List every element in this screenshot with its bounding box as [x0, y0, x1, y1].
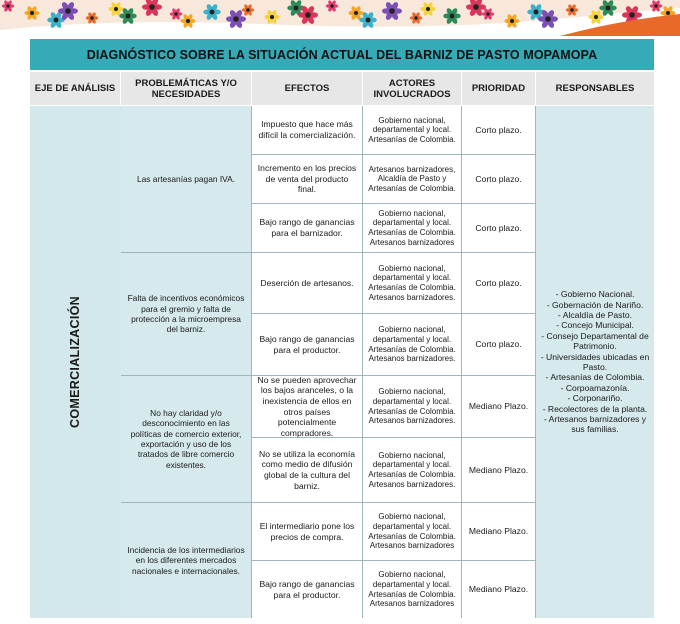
header-efectos: EFECTOS: [252, 72, 363, 105]
problem-text: Las artesanías pagan IVA.: [136, 173, 236, 184]
priority-cell: Corto plazo.: [462, 253, 536, 314]
responsable-item: - Consejo Departamental de Patrimonio.: [541, 330, 649, 352]
priority-cell: Mediano Plazo.: [462, 503, 536, 561]
actors-cell: Gobierno nacional, departamental y local. Artesanías de Colombia. Artesanos barnizadores.: [363, 314, 462, 376]
actors-cell: Gobierno nacional, departamental y local. Artesanías de Colombia.: [363, 106, 462, 155]
responsable-item: - Universidades ubicadas en Pasto.: [540, 351, 650, 372]
problem-cell: [121, 376, 252, 503]
actors-cell: Gobierno nacional, departamental y local. Artesanías de Colombia. Artesanos barnizadores.: [363, 253, 462, 314]
floral-banner: [0, 0, 680, 36]
header-eje: EJE DE ANÁLISIS: [30, 72, 121, 105]
priority-cell: Mediano Plazo.: [462, 561, 536, 618]
header-actores: ACTORES INVOLUCRADOS: [363, 72, 462, 105]
effect-cell: No se utiliza la economía como medio de difusión global de la cultura del barniz.: [252, 438, 363, 503]
problem-text: No hay claridad y/o desconocimiento en las políticas de comercio exterior, exportación y uso de los tratados de libre comercio existentes.: [130, 408, 242, 470]
problem-text: Falta de incentivos económicos para el gremio y falta de protección a la microempresa del barniz.: [127, 293, 245, 335]
header-problematicas: PROBLEMÁTICAS Y/O NECESIDADES: [121, 72, 252, 105]
responsables-cell: [536, 106, 654, 618]
responsable-item: - Alcaldía de Pasto.: [557, 309, 633, 320]
header-row: [30, 72, 654, 105]
table-title: DIAGNÓSTICO SOBRE LA SITUACIÓN ACTUAL DEL BARNIZ DE PASTO MOPAMOPA: [30, 39, 654, 70]
floral-pattern-icon: [0, 0, 680, 36]
effect-cell: Deserción de artesanos.: [252, 253, 363, 314]
actors-cell: Gobierno nacional, departamental y local. Artesanías de Colombia. Artesanos barnizadores.: [363, 438, 462, 503]
priority-cell: Corto plazo.: [462, 314, 536, 376]
diagnostic-table: [30, 39, 654, 618]
effect-cell: Incremento en los precios de venta del producto final.: [252, 155, 363, 204]
responsable-item: - Gobierno Nacional.: [555, 289, 635, 300]
effect-cell: No se pueden aprovechar los bajos aranceles, o la inexistencia de ellos en otros países potencialmente compradores.: [252, 376, 363, 438]
responsable-item: - Corponariño.: [567, 393, 623, 404]
actors-cell: Gobierno nacional, departamental y local. Artesanías de Colombia. Artesanos barnizadores: [363, 561, 462, 618]
eje-cell: [30, 106, 121, 618]
header-prioridad: PRIORIDAD: [462, 72, 536, 105]
table-body: [30, 106, 654, 618]
responsable-item: - Corpoamazonía.: [560, 382, 630, 393]
effect-cell: Bajo rango de ganancias para el barnizador.: [252, 204, 363, 253]
priority-cell: Mediano Plazo.: [462, 438, 536, 503]
priority-cell: Mediano Plazo.: [462, 376, 536, 438]
priority-cell: Corto plazo.: [462, 204, 536, 253]
effect-cell: Bajo rango de ganancias para el productor.: [252, 561, 363, 618]
actors-cell: Gobierno nacional, departamental y local. Artesanías de Colombia. Artesanos barnizadores: [363, 503, 462, 561]
problem-text: Incidencia de los intermediarios en los diferentes mercados nacionales e internacionales.: [127, 545, 245, 576]
header-responsables: RESPONSABLES: [555, 83, 635, 94]
priority-cell: Corto plazo.: [462, 106, 536, 155]
responsable-item: - Recolectores de la planta.: [542, 403, 648, 414]
responsable-item: - Concejo Municipal.: [556, 320, 634, 331]
problem-cell: [121, 503, 252, 618]
actors-cell: Artesanos barnizadores, Alcaldía de Pasto y Artesanías de Colombia.: [363, 155, 462, 204]
effect-cell: Impuesto que hace más difícil la comercialización.: [252, 106, 363, 155]
effect-cell: Bajo rango de ganancias para el productor.: [252, 314, 363, 376]
responsable-item: - Artesanías de Colombia.: [545, 372, 645, 383]
responsable-item: - Gobernación de Nariño.: [546, 299, 644, 310]
problem-cell: [121, 253, 252, 376]
actors-cell: Gobierno nacional, departamental y local. Artesanías de Colombia. Artesanos barnizadores: [363, 204, 462, 253]
problem-cell: [121, 106, 252, 253]
priority-cell: Corto plazo.: [462, 155, 536, 204]
effect-cell: El intermediario pone los precios de compra.: [252, 503, 363, 561]
responsable-item: - Artesanos barnizadores y sus familias.: [543, 414, 647, 435]
actors-cell: Gobierno nacional, departamental y local. Artesanías de Colombia. Artesanos barnizadores.: [363, 376, 462, 438]
eje-label: COMERCIALIZACIÓN: [68, 296, 82, 428]
